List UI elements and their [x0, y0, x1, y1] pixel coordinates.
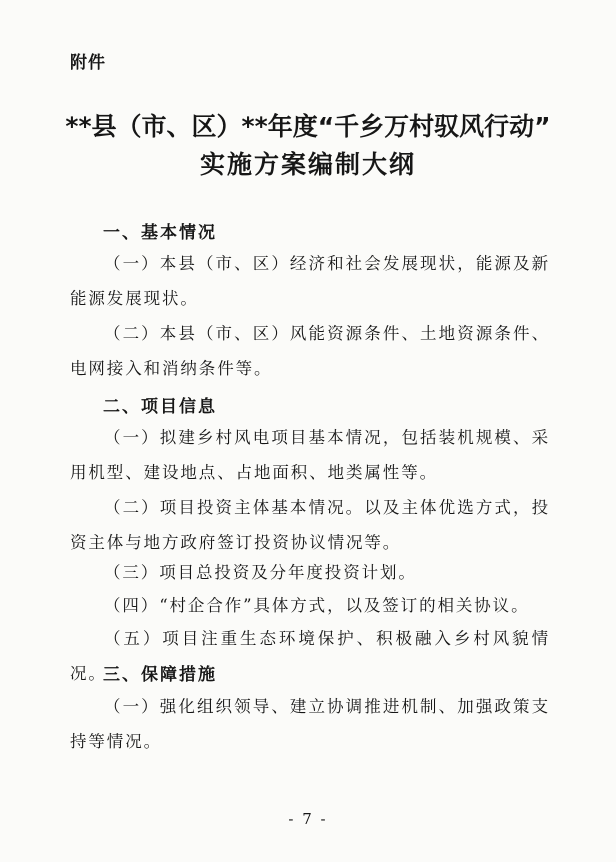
document-title-line-2: 实施方案编制大纲	[199, 150, 416, 179]
paragraph-project-info-1: （一）拟建乡村风电项目基本情况，包括装机规模、采用机型、建设地点、占地面积、地类属性等。	[70, 428, 550, 482]
document-title-line-1: **县（市、区）**年度“千乡万村驭风行动”	[65, 112, 551, 141]
paragraph-project-info-5: （五）项目注重生态环境保护、积极融入乡村风貌情况。	[70, 629, 550, 683]
paragraph-project-info-2: （二）项目投资主体基本情况。以及主体优选方式，投资主体与地方政府签订投资协议情况等。	[70, 498, 550, 552]
paragraph-basic-info-1: （一）本县（市、区）经济和社会发展现状，能源及新能源发展现状。	[70, 254, 550, 308]
paragraph-project-info-4: （四）“村企合作”具体方式，以及签订的相关协议。	[104, 596, 530, 615]
section-heading-basic-info: 一、基本情况	[103, 223, 217, 243]
page-number: - 7 -	[288, 810, 328, 828]
paragraph-safeguards-1: （一）强化组织领导、建立协调推进机制、加强政策支持等情况。	[70, 697, 550, 751]
section-heading-project-info: 二、项目信息	[103, 397, 217, 417]
paragraph-basic-info-2: （二）本县（市、区）风能资源条件、土地资源条件、电网接入和消纳条件等。	[70, 324, 550, 378]
paragraph-project-info-3: （三）项目总投资及分年度投资计划。	[104, 563, 417, 582]
attachment-label: 附件	[70, 53, 106, 73]
section-heading-safeguards: 三、保障措施	[103, 665, 217, 685]
